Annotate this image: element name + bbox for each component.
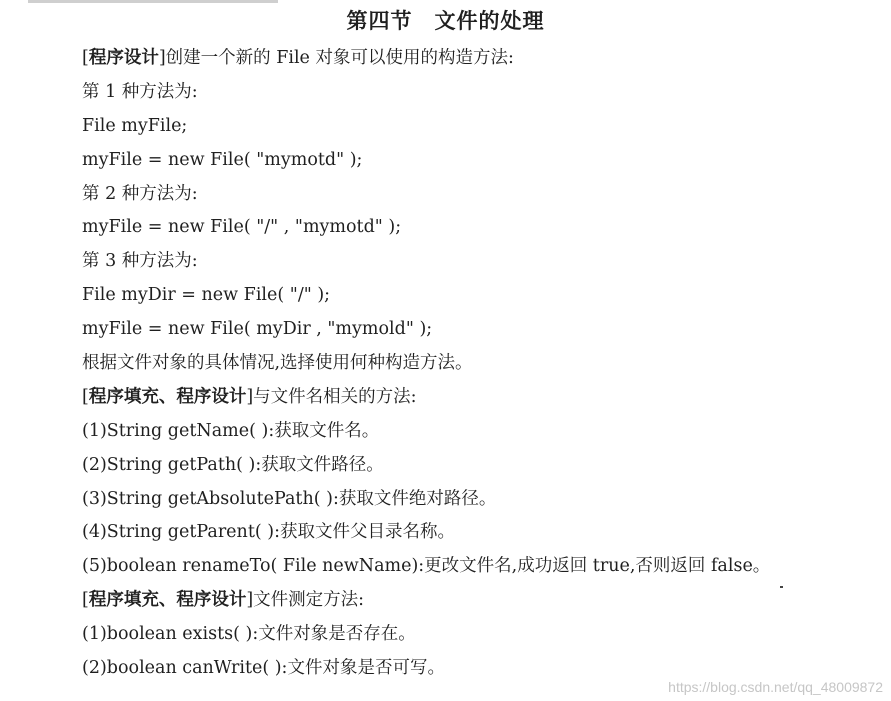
list-item: (5)boolean renameTo( File newName):更改文件名,成功返回 true,否则返回 false。 — [82, 556, 771, 577]
text-line: 第 3 种方法为: — [82, 251, 198, 272]
list-item: (4)String getParent( ):获取文件父目录名称。 — [82, 522, 455, 543]
text-line: 第 1 种方法为: — [82, 81, 198, 102]
code-line: myFile = new File( "mymotd" ); — [82, 149, 363, 170]
top-edge-strip — [28, 0, 278, 3]
text-line: 第 2 种方法为: — [82, 183, 198, 204]
stray-mark — [780, 586, 783, 588]
code-line: File myFile; — [82, 115, 188, 136]
bracket-tag: 程序填充、程序设计 — [88, 590, 247, 611]
list-item: (1)boolean exists( ):文件对象是否存在。 — [82, 624, 416, 645]
code-line: myFile = new File( "/" , "mymotd" ); — [82, 217, 402, 238]
bracket-tag: 程序填充、程序设计 — [88, 386, 247, 407]
list-item: (2)boolean canWrite( ):文件对象是否可写。 — [82, 658, 445, 679]
line-text: 创建一个新的 File 对象可以使用的构造方法: — [165, 48, 514, 68]
line-text: 文件测定方法: — [253, 590, 365, 611]
text-line: [程序设计]创建一个新的 File 对象可以使用的构造方法: — [82, 48, 514, 68]
watermark-text: https://blog.csdn.net/qq_48009872 — [668, 679, 883, 695]
code-line: File myDir = new File( "/" ); — [82, 285, 331, 306]
list-item: (2)String getPath( ):获取文件路径。 — [82, 454, 384, 475]
text-line: [程序填充、程序设计]与文件名相关的方法: — [82, 386, 417, 407]
document-body — [82, 42, 872, 686]
text-line: [程序填充、程序设计]文件测定方法: — [82, 590, 365, 611]
list-item: (3)String getAbsolutePath( ):获取文件绝对路径。 — [82, 488, 497, 509]
line-text: 与文件名相关的方法: — [253, 386, 417, 407]
page-title: 第四节 文件的处理 — [346, 8, 545, 33]
text-line: 根据文件对象的具体情况,选择使用何种构造方法。 — [82, 353, 473, 374]
bracket-tag: 程序设计 — [88, 48, 159, 68]
code-line: myFile = new File( myDir , "mymold" ); — [82, 319, 433, 340]
list-item: (1)String getName( ):获取文件名。 — [82, 420, 380, 441]
